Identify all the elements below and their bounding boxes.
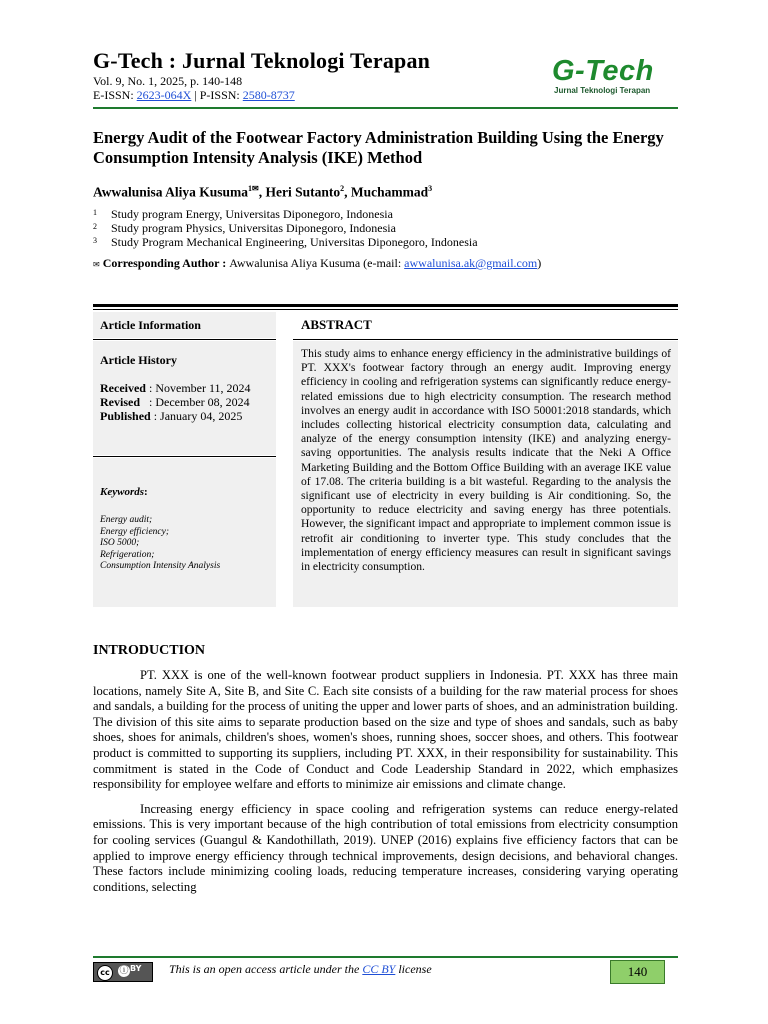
received-label: Received: [100, 381, 146, 395]
keywords-heading: [100, 486, 148, 498]
author-list: [93, 184, 432, 201]
affiliation-item: [93, 207, 478, 221]
keyword-list: [100, 515, 220, 573]
author-name: Heri Sutanto: [265, 184, 341, 200]
paragraph: Increasing energy efficiency in space cooling and refrigeration systems can reduce energy-related emissions. This is very important because of the high contribution of total emissions from electricity consumption for cooling services (Guangul & Kandothillath, 2019). UNEP (2016) explains five efficiency factors that can be applied to improve energy efficiency through technical improvements, design decisions, and behavioral changes. These factors include minimizing cooling loads, reducing temperature increases, considering varying operating conditions, selecting: [93, 801, 678, 894]
corresponding-text: Awwalunisa Aliya Kusuma (e-mail:: [229, 256, 405, 270]
license-prefix: This is an open access article under the: [169, 962, 363, 976]
published-value: January 04, 2025: [160, 409, 243, 423]
footer-divider: [93, 956, 678, 958]
article-dates: [100, 381, 251, 423]
author-separator: ,: [344, 184, 351, 200]
abstract-header: [293, 312, 678, 338]
cc-by-badge[interactable]: [93, 962, 153, 982]
published-label: Published: [100, 409, 151, 423]
journal-issn-line: [93, 88, 295, 102]
revised-value: December 08, 2024: [155, 395, 250, 409]
author-affiliation-mark: 2: [340, 184, 345, 193]
author-separator: ,: [258, 184, 266, 200]
corresponding-close: ): [537, 256, 542, 270]
journal-volume-info: Vol. 9, No. 1, 2025, p. 140-148: [93, 74, 243, 88]
gtech-logo: [552, 56, 672, 102]
keyword-item: Energy efficiency;: [100, 526, 170, 537]
issn-separator: | P-ISSN:: [191, 88, 243, 102]
keywords-colon: :: [144, 486, 148, 498]
author-name: Awwalunisa Aliya Kusuma: [93, 184, 249, 200]
abstract-section: [293, 341, 678, 607]
attribution-icon: ⓘ: [119, 966, 129, 976]
affiliation-item: [93, 221, 478, 235]
logo-sub-text: Jurnal Teknologi Terapan: [554, 86, 651, 95]
keyword-item: Energy audit;: [100, 515, 153, 525]
eissn-label: E-ISSN:: [93, 88, 137, 102]
header-divider: [93, 107, 678, 109]
table-top-rule-thin: [93, 309, 678, 310]
introduction-body: [93, 668, 678, 904]
page-number: 140: [610, 960, 665, 984]
envelope-icon: ✉: [93, 260, 100, 269]
keyword-item: ISO 5000;: [100, 538, 140, 548]
received-date: [100, 381, 251, 395]
published-date: [100, 409, 251, 423]
keyword-item: Consumption Intensity Analysis: [100, 561, 221, 571]
revised-date: [100, 395, 251, 409]
journal-title: G-Tech : Jurnal Teknologi Terapan: [93, 48, 431, 73]
received-sep: :: [145, 381, 156, 395]
table-top-rule: [93, 304, 678, 307]
corresponding-author: [93, 256, 541, 271]
affiliation-number: 3: [93, 236, 97, 245]
author-name: Muchammad: [350, 184, 429, 200]
keyword-item: Refrigeration;: [100, 549, 155, 560]
header-rule-left: [93, 339, 276, 340]
paragraph: PT. XXX is one of the well-known footwear product suppliers in Indonesia. PT. XXX has three main locations, namely Site A, Site B, and Site C. Each site consists of a building for the raw material process for shoes and sandals, a building for the process of uniting the upper and lower parts of shoes, and an administration building. The division of this site aims to separate production based on the size and type of shoes and sandals, such as baby shoes, shoes for animals, children's shoes, women's shoes, running shoes, soccer shoes, and others. This footwear product is committed to supporting its suppliers, including PT. XXX, in their responsibility for sustainability. This commitment is stated in the Code of Conduct and Code Leadership Standard in 2022, which emphasizes responsibility for employee welfare and efforts to minimize air emissions and climate change.: [93, 668, 678, 792]
author-affiliation-mark: 3: [428, 184, 433, 193]
revised-label: Revised: [100, 395, 140, 409]
affiliation-text: Study program Energy, Universitas Diponegoro, Indonesia: [111, 207, 393, 221]
creative-commons-icon: cc: [97, 965, 113, 981]
affiliation-text: Study Program Mechanical Engineering, Universitas Diponegoro, Indonesia: [111, 235, 478, 249]
eissn-link[interactable]: 2623-064X: [136, 88, 192, 102]
article-history-heading: Article History: [100, 353, 177, 367]
affiliation-item: [93, 235, 478, 249]
cc-by-link[interactable]: CC BY: [362, 962, 396, 976]
corresponding-email-link[interactable]: awwalunisa.ak@gmail.com: [404, 256, 538, 270]
abstract-label: ABSTRACT: [301, 317, 372, 332]
keywords-heading-text: Keywords: [100, 486, 144, 498]
logo-main-text: G-Tech: [552, 55, 654, 87]
author-affiliation-mark: 1✉: [248, 184, 259, 193]
affiliation-number: 1: [93, 208, 97, 217]
affiliation-list: [93, 207, 478, 249]
pissn-link[interactable]: 2580-8737: [242, 88, 295, 102]
by-label: BY: [130, 964, 142, 973]
affiliation-text: Study program Physics, Universitas Diponegoro, Indonesia: [111, 221, 396, 235]
corresponding-label: Corresponding Author :: [102, 256, 230, 270]
history-divider: [93, 456, 276, 457]
affiliation-number: 2: [93, 222, 97, 231]
revised-sep: :: [140, 395, 156, 409]
article-info-header: [93, 312, 276, 338]
abstract-text: This study aims to enhance energy efficiency in the administrative buildings of PT. XXX's footwear factory through an energy audit. Improving energy efficiency in cooling and refrigeration systems can significantly reduce energy-related emissions due to high electricity consumption. The research method involves an energy audit in accordance with ISO 50001:2018 standards, which includes collecting historical electricity consumption data, calculating and analyze of the energy consumption intensity (IKE) and analyzing energy-saving opportunities. The analysis results indicate that the Neki A Office Marketing Building and the Bottom Office Building with an average IKE value of 17.08. The criteria building is a bit wasteful. Regarding to the analysis the significant use of electricity in every building is Air conditioning. So, the opportunity to reduce electricity and saving energy has three potentials. However, the significant impact and appropriate to implement common issue is retrofit air conditioning to inverter type. This study concludes that the implementation of energy efficiency measures can result in significant savings in electricity consumption.: [301, 347, 671, 574]
license-suffix: license: [395, 962, 432, 976]
license-statement: [169, 962, 432, 977]
article-info-label: Article Information: [100, 318, 201, 332]
article-history: [93, 341, 276, 455]
header-rule-right: [293, 339, 678, 340]
introduction-heading: INTRODUCTION: [93, 643, 206, 658]
received-value: November 11, 2024: [155, 381, 251, 395]
published-sep: :: [150, 409, 161, 423]
paper-title: Energy Audit of the Footwear Factory Administration Building Using the Energy Consumption Intensity Analysis (IKE) Method: [93, 128, 664, 167]
keywords-section: [93, 458, 276, 607]
